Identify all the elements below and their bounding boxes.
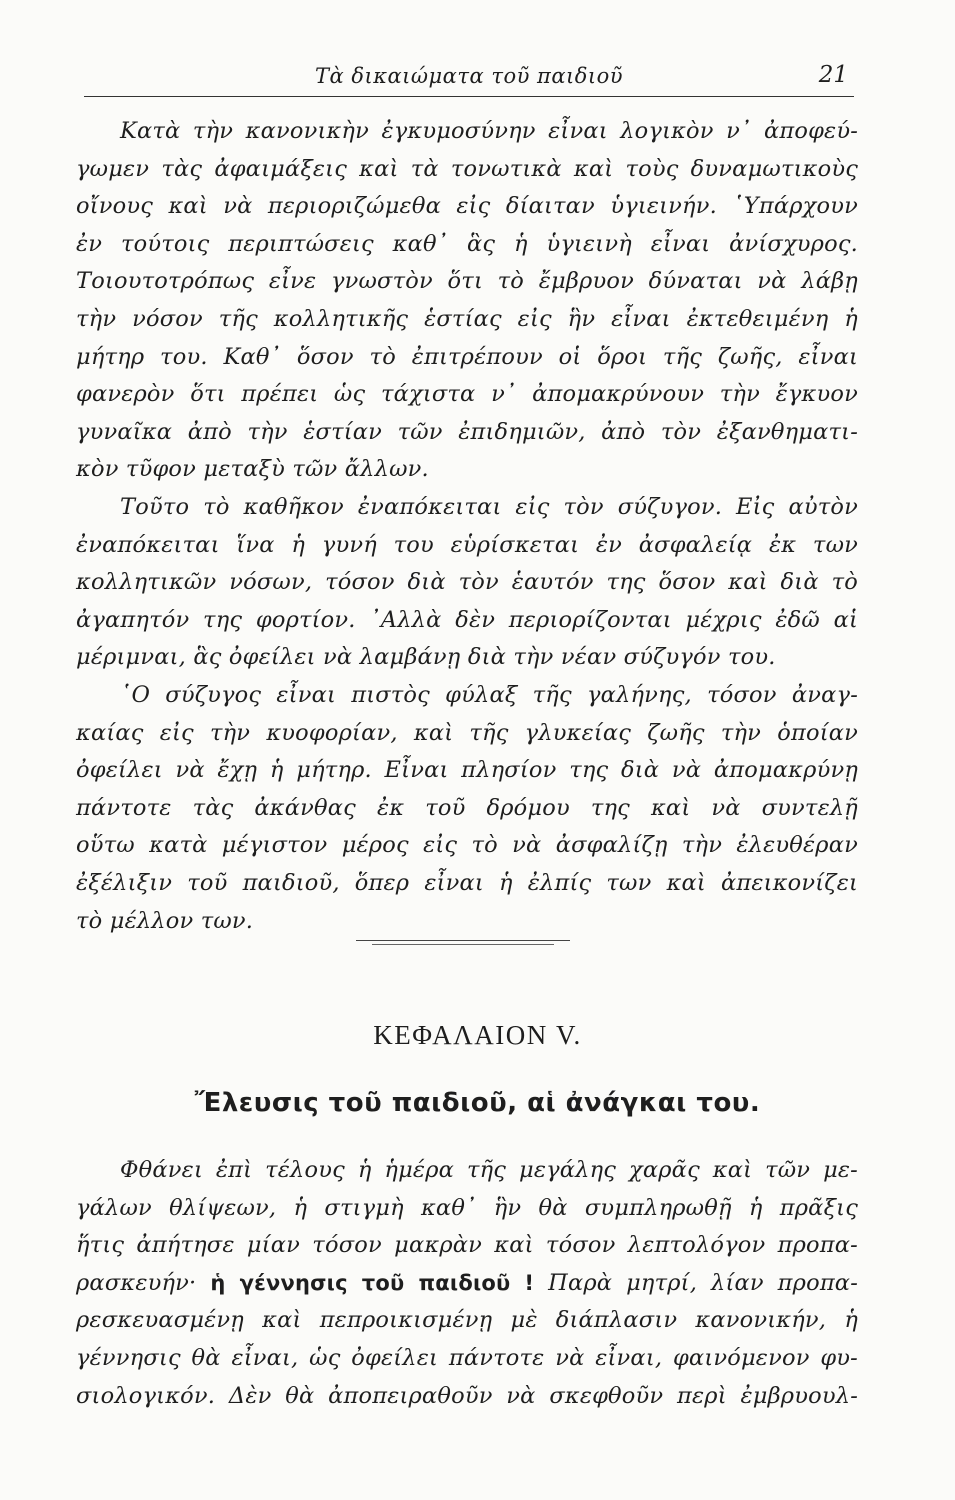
paragraph-3 xyxy=(76,677,858,940)
text-line: οἴνους καὶ νὰ περιοριζώμεθα εἰς δίαιταν ὑγιεινήν. ῾Υπάρχουν xyxy=(76,193,858,220)
text-line: σιολογικόν. Δὲν θὰ ἀποπειραθοῦν νὰ σκεφθοῦν περὶ ἐμβρυουλ- xyxy=(76,1382,858,1409)
bold-phrase: ἡ γέννησις τοῦ παιδιοῦ ! xyxy=(210,1270,535,1295)
text-line-mixed xyxy=(76,1265,858,1303)
text-line: φανερὸν ὅτι πρέπει ὡς τάχιστα ν᾿ ἀπομακρύνουν τὴν ἔγκυον xyxy=(76,381,858,408)
text-line: ὀφείλει νὰ ἔχῃ ἡ μήτηρ. Εἶναι πλησίον της διὰ νὰ ἀπομακρύνῃ xyxy=(76,757,858,784)
text-line: γέννησις θὰ εἶναι, ὡς ὀφείλει πάντοτε νὰ εἶναι, φαινόμενον φυ- xyxy=(76,1344,858,1371)
running-header-title: Τὰ δικαιώματα τοῦ παιδιοῦ xyxy=(314,64,624,88)
text-line: γωμεν τὰς ἀφαιμάξεις καὶ τὰ τονωτικὰ καὶ τοὺς δυναμωτικοὺς xyxy=(76,155,858,182)
text-line: γάλων θλίψεων, ἡ στιγμὴ καθ᾿ ἣν θὰ συμπληρωθῇ ἡ πρᾶξις xyxy=(76,1194,858,1221)
text-line: καίας εἰς τὴν κυοφορίαν, καὶ τῆς γλυκείας ζωῆς τὴν ὁποίαν xyxy=(76,719,858,746)
paragraph-4 xyxy=(76,1152,858,1415)
text-line: ἥτις ἀπήτησε μίαν τόσον μακρὰν καὶ τόσον λεπτολόγον προπα- xyxy=(76,1232,858,1259)
text-line: τὴν νόσον τῆς κολλητικῆς ἑστίας εἰς ἣν εἶναι ἐκτεθειμένη ἡ xyxy=(76,305,858,332)
text-line: ῾Ο σύζυγος εἶναι πιστὸς φύλαξ τῆς γαλήνης, τόσον ἀναγ- xyxy=(120,682,858,708)
text-line: Κατὰ τὴν κανονικὴν ἐγκυμοσύνην εἶναι λογικὸν ν᾿ ἀποφεύ- xyxy=(120,118,858,144)
text-span: Παρὰ μητρί, λίαν προπα- xyxy=(548,1269,859,1296)
section-divider xyxy=(356,940,570,941)
text-line: πάντοτε τὰς ἀκάνθας ἐκ τοῦ δρόμου της καὶ νὰ συντελῇ xyxy=(76,794,858,821)
text-line: Τοιουτοτρόπως εἶνε γνωστὸν ὅτι τὸ ἔμβρυον δύναται νὰ λάβῃ xyxy=(76,268,858,295)
text-span: ρασκευήν· xyxy=(76,1269,197,1296)
text-line: γυναῖκα ἀπὸ τὴν ἑστίαν τῶν ἐπιδημιῶν, ἀπὸ τὸν ἐξανθηματι- xyxy=(76,418,858,445)
text-line: τὸ μέλλον των. xyxy=(76,907,254,934)
text-line: ἐξέλιξιν τοῦ παιδιοῦ, ὅπερ εἶναι ἡ ἐλπίς των καὶ ἀπεικονίζει xyxy=(76,869,858,896)
text-line: κολλητικῶν νόσων, τόσον διὰ τὸν ἑαυτόν της ὅσον καὶ διὰ τὸ xyxy=(76,569,858,596)
text-line: Φθάνει ἐπὶ τέλους ἡ ἡμέρα τῆς μεγάλης χαρᾶς καὶ τῶν με- xyxy=(120,1157,858,1183)
running-header xyxy=(84,58,854,94)
text-line: ἐναπόκειται ἵνα ἡ γυνή του εὑρίσκεται ἐν ἀσφαλείᾳ ἐκ των xyxy=(76,531,858,558)
text-line: κὸν τῦφον μεταξὺ τῶν ἄλλων. xyxy=(76,456,429,483)
chapter-subheading: Ἔλευσις τοῦ παιδιοῦ, αἱ ἀνάγκαι του. xyxy=(194,1088,761,1118)
header-rule xyxy=(84,96,854,97)
paragraph-2 xyxy=(76,489,858,677)
text-line: μήτηρ του. Καθ᾿ ὅσον τὸ ἐπιτρέπουν οἱ ὅροι τῆς ζωῆς, εἶναι xyxy=(76,343,858,370)
text-line: μέριμναι, ἃς ὀφείλει νὰ λαμβάνῃ διὰ τὴν νέαν σύζυγόν του. xyxy=(76,644,776,671)
text-line: ρεσκευασμένῃ καὶ πεπροικισμένῃ μὲ διάπλασιν κανονικήν, ἡ xyxy=(76,1307,858,1334)
text-line: οὕτω κατὰ μέγιστον μέρος εἰς τὸ νὰ ἀσφαλίζῃ τὴν ἐλευθέραν xyxy=(76,832,858,859)
section-divider-inner xyxy=(372,944,554,945)
text-line: ἀγαπητόν της φορτίον. ᾿Αλλὰ δὲν περιορίζονται μέχρις ἐδῶ αἱ xyxy=(76,606,858,633)
text-line: ἐν τούτοις περιπτώσεις καθ᾿ ἃς ἡ ὑγιεινὴ εἶναι ἀνίσχυρος. xyxy=(76,230,858,257)
paragraph-1 xyxy=(76,113,858,489)
chapter-heading: ΚΕΦΑΛΑΙΟΝ V. xyxy=(373,1020,582,1050)
text-line: Τοῦτο τὸ καθῆκον ἐναπόκειται εἰς τὸν σύζυγον. Εἰς αὐτὸν xyxy=(120,494,858,520)
page-number: 21 xyxy=(818,62,848,88)
